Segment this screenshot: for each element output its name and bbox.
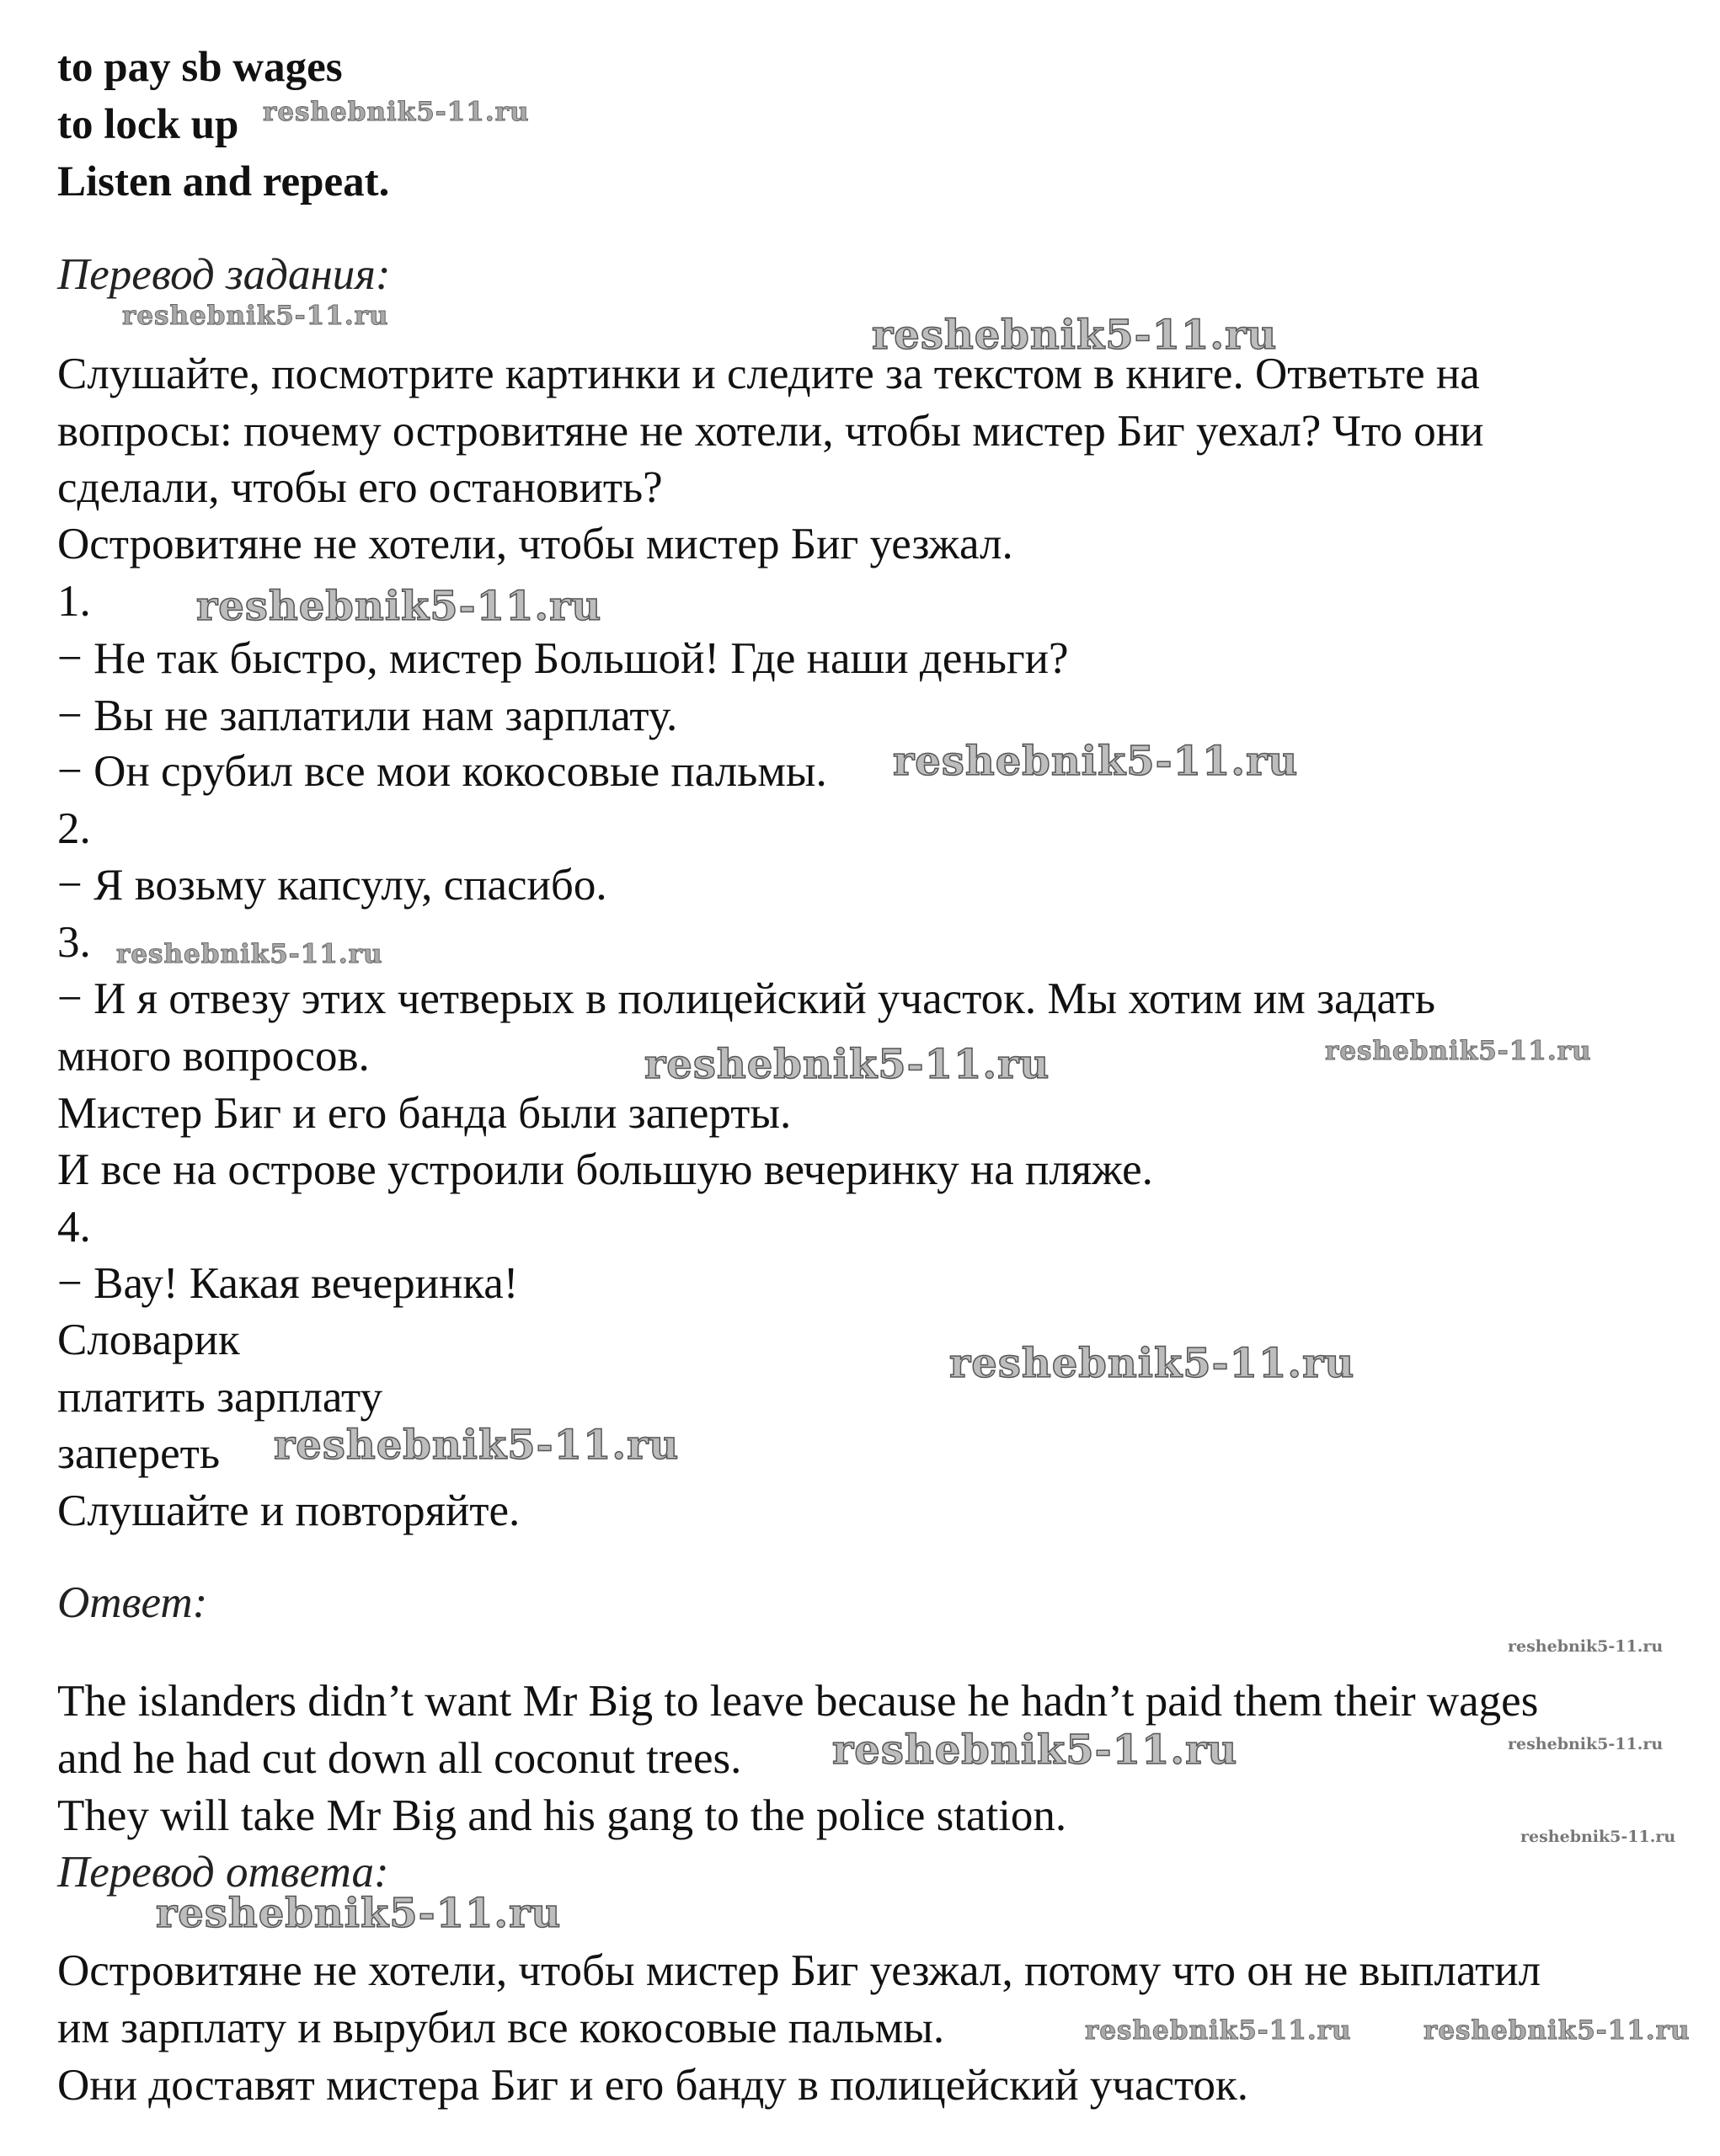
text-line: Они доставят мистера Биг и его банду в полицейский участок. [57, 2061, 1248, 2110]
text-line: Островитяне не хотели, чтобы мистер Биг уезжал, потому что он не выплатил [57, 1946, 1541, 1995]
watermark: reshebnik5-11.ru [1508, 1637, 1664, 1656]
vocab-line: Listen and repeat. [57, 158, 390, 205]
watermark: reshebnik5-11.ru [1085, 2015, 1352, 2046]
watermark: reshebnik5-11.ru [156, 1890, 562, 1937]
text-line: Мистер Биг и его банда были заперты. [57, 1089, 792, 1138]
watermark: reshebnik5-11.ru [832, 1726, 1238, 1774]
text-line: платить зарплату [57, 1373, 382, 1422]
dialogue-line: − Не так быстро, мистер Большой! Где наши деньги? [57, 634, 1069, 683]
text-line: Слушайте, посмотрите картинки и следите за текстом в книге. Ответьте на [57, 350, 1480, 398]
dialogue-line: − Он срубил все мои кокосовые пальмы. [57, 747, 827, 796]
section-heading: Ответ: [57, 1578, 208, 1627]
text-line: Островитяне не хотели, чтобы мистер Биг уезжал. [57, 520, 1013, 568]
list-number: 1. [57, 577, 91, 626]
dialogue-line: − Я возьму капсулу, спасибо. [57, 861, 607, 910]
answer-line: and he had cut down all coconut trees. [57, 1734, 742, 1783]
watermark: reshebnik5-11.ru [1424, 2015, 1691, 2046]
text-line: запереть [57, 1429, 221, 1478]
text-line: Словарик [57, 1315, 240, 1364]
watermark: reshebnik5-11.ru [263, 97, 530, 127]
text-line: им зарплату и вырубил все кокосовые пальмы. [57, 2004, 945, 2052]
watermark: reshebnik5-11.ru [1325, 1036, 1592, 1066]
text-line: Слушайте и повторяйте. [57, 1486, 521, 1535]
text-line: И все на острове устроили большую вечеринку на пляже. [57, 1145, 1153, 1194]
dialogue-line: − И я отвезу этих четверых в полицейский участок. Мы хотим им задать [57, 974, 1435, 1023]
vocab-line: to pay sb wages [57, 44, 343, 91]
answer-line: The islanders didn’t want Mr Big to leave because he hadn’t paid them their wages [57, 1677, 1539, 1726]
list-number: 3. [57, 918, 91, 967]
section-heading: Перевод ответа: [57, 1848, 389, 1897]
watermark: reshebnik5-11.ru [1520, 1828, 1676, 1846]
dialogue-line: − Вау! Какая вечеринка! [57, 1259, 519, 1308]
watermark: reshebnik5-11.ru [872, 312, 1278, 359]
text-line: вопросы: почему островитяне не хотели, чтобы мистер Биг уехал? Что они [57, 407, 1484, 456]
watermark: reshebnik5-11.ru [196, 583, 602, 630]
watermark: reshebnik5-11.ru [274, 1422, 680, 1469]
text-line: сделали, чтобы его остановить? [57, 463, 663, 512]
section-heading: Перевод задания: [57, 250, 391, 299]
list-number: 2. [57, 804, 91, 853]
watermark: reshebnik5-11.ru [122, 301, 389, 331]
text-line: много вопросов. [57, 1032, 370, 1081]
dialogue-line: − Вы не заплатили нам зарплату. [57, 691, 678, 740]
answer-line: They will take Mr Big and his gang to the police station. [57, 1791, 1067, 1840]
list-number: 4. [57, 1203, 91, 1251]
vocab-line: to lock up [57, 101, 239, 148]
watermark: reshebnik5-11.ru [116, 939, 383, 969]
watermark: reshebnik5-11.ru [1508, 1735, 1664, 1753]
watermark: reshebnik5-11.ru [893, 738, 1299, 785]
watermark: reshebnik5-11.ru [949, 1340, 1355, 1387]
watermark: reshebnik5-11.ru [644, 1041, 1050, 1088]
